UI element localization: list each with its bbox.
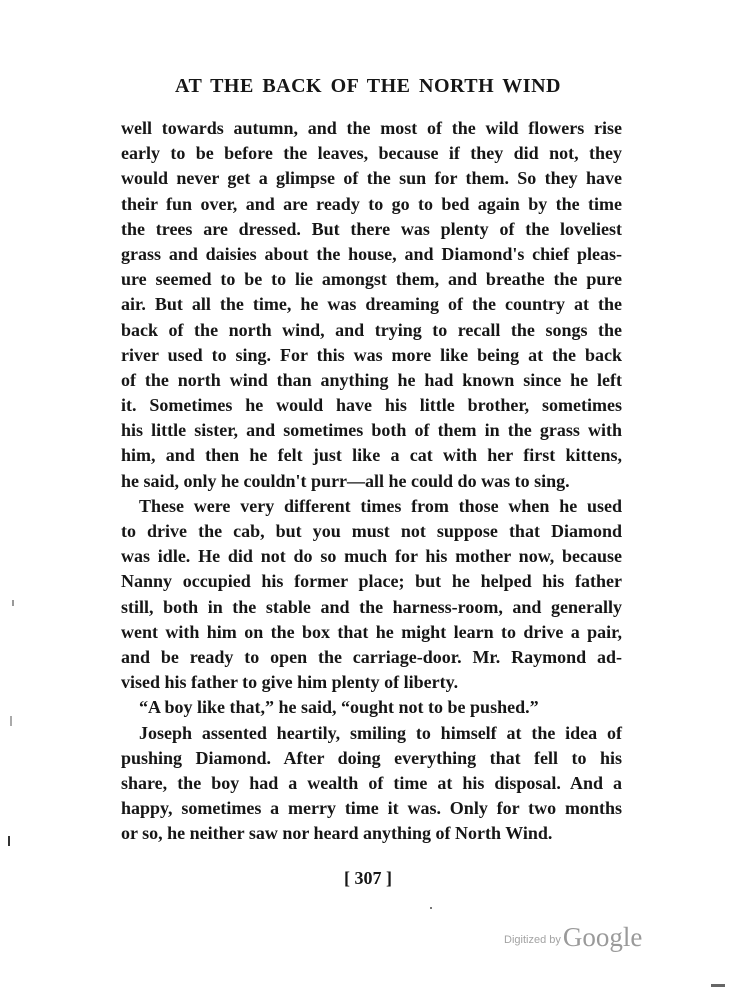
text-line: vised his father to give him plenty of liberty. <box>121 672 459 693</box>
text-line: air. But all the time, he was dreaming of the country at the <box>121 294 622 315</box>
margin-mark <box>8 836 10 846</box>
margin-mark <box>711 984 725 987</box>
text-line: went with him on the box that he might learn to drive a pair, <box>121 621 622 642</box>
text-line: Nanny occupied his former place; but he helped his father <box>121 571 622 592</box>
text-line: Joseph assented heartily, smiling to himself at the idea of <box>139 722 622 743</box>
body-text <box>121 116 622 846</box>
text-line: it. Sometimes he would have his little brother, sometimes <box>121 395 622 416</box>
text-line: well towards autumn, and the most of the wild flowers rise <box>121 118 622 138</box>
text-line: still, both in the stable and the harness-room, and generally <box>121 596 622 617</box>
text-line: would never get a glimpse of the sun for them. So they have <box>121 168 622 189</box>
text-line: ure seemed to be to lie amongst them, and breathe the pure <box>121 269 622 290</box>
text-line: back of the north wind, and trying to recall the songs the <box>121 319 622 340</box>
margin-mark <box>10 716 12 726</box>
text-line: grass and daisies about the house, and Diamond's chief pleas- <box>121 243 622 264</box>
text-line: pushing Diamond. After doing everything that fell to his <box>121 747 622 768</box>
text-line: happy, sometimes a merry time it was. Only for two months <box>121 798 622 819</box>
text-line: his little sister, and sometimes both of them in the grass with <box>121 420 622 441</box>
text-line: their fun over, and are ready to go to bed again by the time <box>121 193 622 214</box>
watermark-brand: Google <box>562 922 643 952</box>
watermark-prefix: Digitized by <box>504 934 561 946</box>
page-number: [ 307 ] <box>344 868 392 888</box>
text-line: and be ready to open the carriage-door. Mr. Raymond ad- <box>121 646 622 667</box>
text-line: him, and then he felt just like a cat with her first kittens, <box>121 445 622 466</box>
text-line: “A boy like that,” he said, “ought not to be pushed.” <box>139 697 539 718</box>
text-line: early to be before the leaves, because if they did not, they <box>121 143 622 164</box>
margin-mark <box>12 600 14 606</box>
text-line: These were very different times from those when he used <box>139 495 622 516</box>
text-line: or so, he neither saw nor heard anything of North Wind. <box>121 823 553 844</box>
running-head: AT THE BACK OF THE NORTH WIND <box>175 75 561 97</box>
text-line: was idle. He did not do so much for his mother now, because <box>121 546 622 567</box>
text-line: the trees are dressed. But there was plenty of the loveliest <box>121 218 622 239</box>
text-line: river used to sing. For this was more like being at the back <box>121 344 622 365</box>
text-line: share, the boy had a wealth of time at his disposal. And a <box>121 772 622 793</box>
digitized-by-watermark <box>504 922 642 953</box>
margin-mark <box>430 907 432 909</box>
text-line: to drive the cab, but you must not suppose that Diamond <box>121 521 622 541</box>
text-line: of the north wind than anything he had known since he left <box>121 369 622 390</box>
text-line: he said, only he couldn't purr—all he could do was to sing. <box>121 470 570 491</box>
